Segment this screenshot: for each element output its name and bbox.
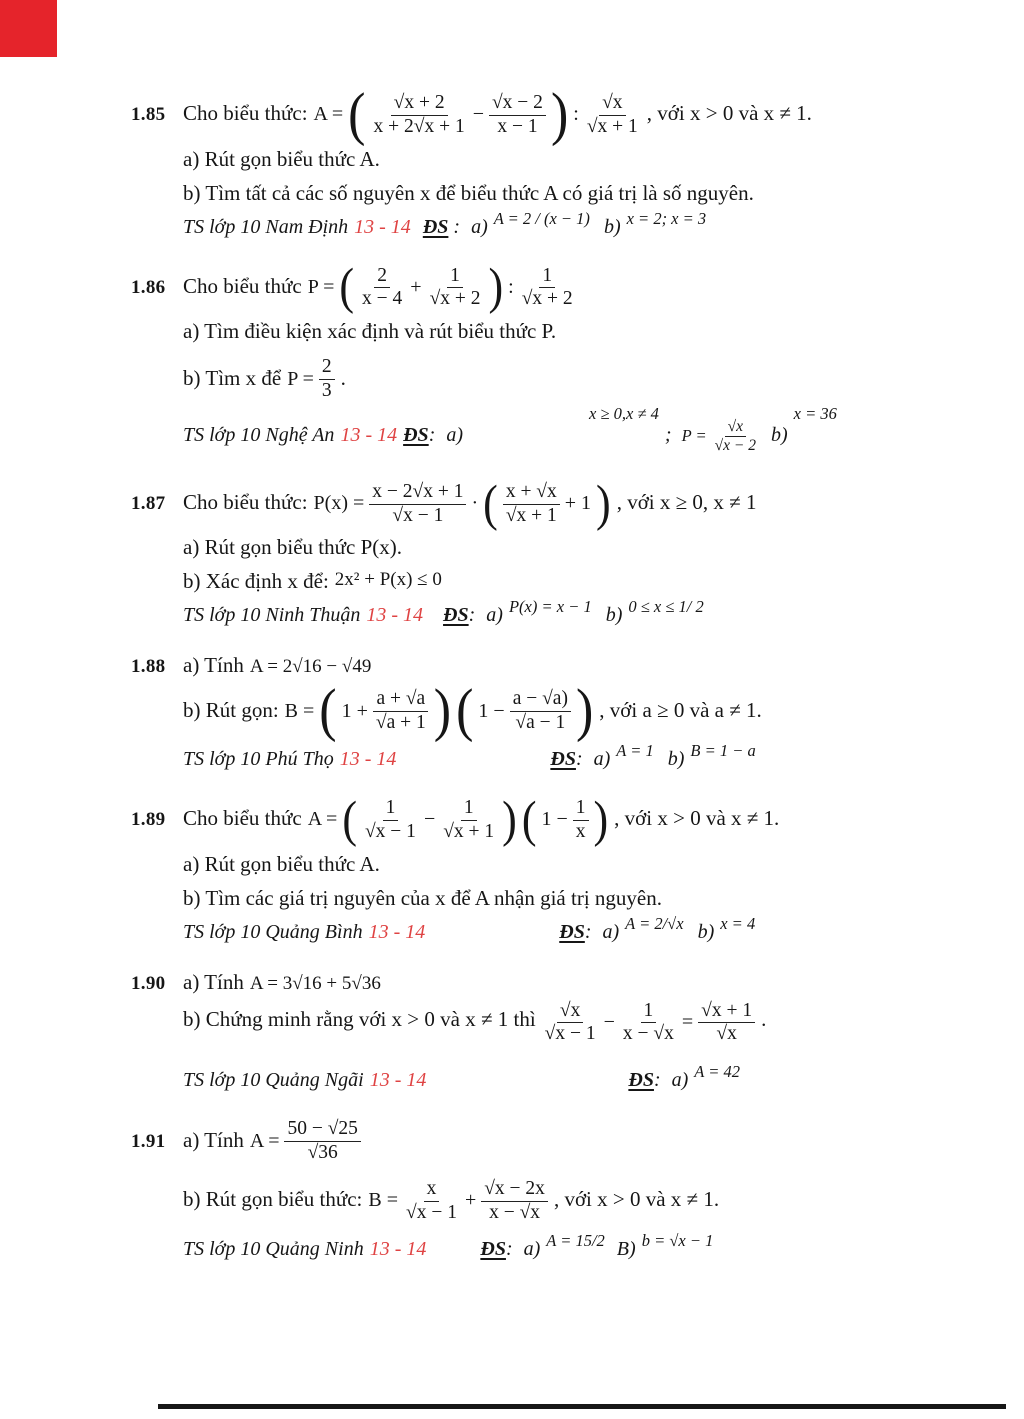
- part-a-text: a) Tính: [183, 653, 244, 678]
- intro-text: Cho biểu thức: [183, 806, 302, 831]
- answer-a-label: a): [671, 1069, 689, 1092]
- problem-number: 1.91: [131, 1130, 166, 1152]
- part-b-text: b) Rút gọn biểu thức:: [183, 1187, 363, 1212]
- problem-statement: [131, 258, 953, 316]
- answer-b: x = 2; x = 3: [626, 208, 707, 228]
- school-years: 13 - 14: [369, 1237, 427, 1260]
- fraction: $\frac{√x - 2}{x - 1}$: [489, 92, 546, 138]
- answer-a-label: a): [446, 424, 464, 447]
- source-line: [131, 404, 953, 455]
- fraction: 1 √x − 1: [364, 797, 416, 842]
- fraction: $\frac{1}{√x + 2}$: [429, 264, 481, 310]
- source-text: TS lớp 10 Nghệ An: [183, 424, 335, 447]
- fraction: 1 √x + 2: [521, 264, 573, 310]
- answer-b-label: b): [771, 424, 788, 447]
- fraction: $\frac{50 - √25}{√36}$: [284, 1118, 360, 1164]
- school-years: 13 - 14: [340, 424, 398, 447]
- answer-key-label: ĐS:: [550, 748, 588, 770]
- part-a: a) Rút gọn biểu thức A.: [183, 146, 380, 171]
- problem-1-85: [131, 81, 953, 239]
- period: .: [340, 365, 346, 390]
- school-years: 13 - 14: [354, 215, 411, 238]
- answer-a-label: a): [523, 1237, 541, 1260]
- fraction: $\frac{1}{x - √x}$: [622, 999, 674, 1045]
- semicolon: ;: [664, 424, 672, 447]
- page-divider: [158, 1404, 1006, 1409]
- part-b-text: b) Xác định x để:: [183, 569, 329, 594]
- condition-text: , với x > 0 và x ≠ 1.: [553, 1187, 720, 1212]
- fraction: √x √x + 1: [586, 92, 638, 137]
- part-b: [131, 677, 953, 744]
- problem-statement: [131, 474, 953, 532]
- answer-key-label: ĐS:: [480, 1237, 518, 1260]
- answer-a: A = 15/2: [546, 1230, 605, 1250]
- answer-b-label: B): [616, 1237, 636, 1260]
- inline-math: A = 2√16 − √49: [249, 656, 372, 678]
- inline-math: 2x² + P(x) ≤ 0: [334, 569, 442, 591]
- condition-text: , với x ≥ 0, x ≠ 1: [616, 490, 757, 515]
- answer-key-label: ĐS:: [403, 424, 441, 447]
- problem-1-91: [131, 1118, 953, 1260]
- problem-1-89: [131, 791, 953, 944]
- fraction: $\frac{√x + 1}{√x}$: [698, 1000, 755, 1046]
- intro-text: Cho biểu thức:: [183, 490, 308, 515]
- answer-b: B = 1 − a: [690, 741, 756, 760]
- answer-b: x = 36: [793, 404, 837, 424]
- school-years: 13 - 14: [366, 604, 424, 627]
- source-line: [131, 1230, 953, 1261]
- formula: A = $\frac{50 - √25}{√36}$: [250, 1118, 361, 1164]
- condition-text: , với x > 0 và x ≠ 1.: [614, 806, 780, 831]
- source-text: TS lớp 10 Nam Định: [183, 215, 349, 238]
- formula: B = $\frac{x}{√x - 1}$ + $\frac{√x - 2x}{x - √x}$: [368, 1178, 548, 1224]
- source-text: TS lớp 10 Quảng Ngãi: [183, 1069, 364, 1092]
- formula: A = ( 1 √x − 1 − $\frac{1}{√x + 1}$ ) ( 1 − $\frac{1}{x}$ ): [307, 791, 609, 848]
- part-a: a) Rút gọn biểu thức P(x).: [183, 535, 403, 560]
- answer-b-label: b): [603, 215, 621, 238]
- answer-b-label: b): [605, 604, 623, 627]
- answer-a: A = 2 / (x − 1): [493, 208, 590, 228]
- problem-1-88: [131, 653, 953, 771]
- fraction: √x + 2 x + 2√x + 1: [373, 92, 465, 137]
- answer-a: A = 2/√x: [625, 913, 684, 933]
- part-b: [131, 999, 953, 1056]
- fraction: $\frac{2}{3}$: [319, 356, 335, 402]
- part-a: a) Tìm điều kiện xác định và rút biểu thức P.: [183, 319, 557, 344]
- fraction: $\frac{√x}{√x - 2}$: [714, 417, 756, 455]
- answer-a-label: a): [486, 604, 503, 627]
- answer-a: P(x) = x − 1: [508, 597, 592, 617]
- part-b: [131, 1178, 953, 1224]
- problem-number: 1.89: [131, 809, 166, 831]
- part-a: [131, 653, 953, 678]
- answer-a-label: a): [593, 748, 611, 770]
- source-text: TS lớp 10 Ninh Thuận: [183, 604, 361, 627]
- answer-b: 0 ≤ x ≤ 1/ 2: [628, 597, 704, 617]
- part-b-text: b) Rút gọn:: [183, 697, 279, 722]
- answer-key-label: ĐS:: [559, 920, 597, 943]
- part-b-text: b) Tìm x để: [183, 365, 282, 390]
- fraction: 2 x − 4: [362, 264, 403, 310]
- answer-a: A = 42: [694, 1062, 740, 1082]
- fraction: $\frac{√x - 2x}{x - √x}$: [481, 1178, 548, 1224]
- source-line: [131, 597, 953, 627]
- fraction: $\frac{1}{√x + 1}$: [443, 797, 495, 842]
- problem-1-87: [131, 474, 953, 628]
- source-line: [131, 741, 953, 771]
- answer-key-label: ĐS :: [422, 215, 466, 238]
- source-text: TS lớp 10 Quảng Ninh: [183, 1237, 364, 1260]
- answer-a-formula: P = $\frac{√x}{√x - 2}$: [682, 418, 759, 455]
- source-line: [131, 913, 953, 944]
- answer-a-condition: x ≥ 0,x ≠ 4: [589, 404, 659, 424]
- problem-number: 1.86: [131, 276, 166, 298]
- condition-text: , với a ≥ 0 và a ≠ 1.: [599, 697, 762, 722]
- part-b: [131, 356, 953, 402]
- school-years: 13 - 14: [368, 920, 426, 943]
- fraction: x + √x √x + 1: [503, 481, 560, 527]
- problem-statement: [131, 81, 953, 148]
- intro-text: Cho biểu thức:: [183, 101, 308, 126]
- answer-a-label: a): [602, 920, 620, 943]
- problem-1-90: [131, 970, 953, 1093]
- answer-a-label: a): [471, 215, 488, 238]
- formula: P(x) = $\frac{x - 2√x + 1}{√x - 1}$ · ( x + √x √x + 1 + 1 ): [313, 474, 611, 532]
- answer-b: x = 4: [720, 913, 756, 933]
- problem-number: 1.90: [131, 972, 166, 994]
- source-line: [131, 1062, 953, 1092]
- school-years: 13 - 14: [369, 1069, 427, 1092]
- part-a: [131, 970, 953, 995]
- inline-math: A = 3√16 + 5√36: [249, 972, 381, 994]
- part-a: a) Rút gọn biểu thức A.: [183, 851, 380, 876]
- answer-a: A = 1: [616, 741, 654, 760]
- problem-number: 1.85: [131, 104, 166, 126]
- red-corner-marker: [0, 0, 57, 57]
- problem-statement: [131, 791, 953, 848]
- problem-1-86: [131, 258, 953, 455]
- part-b: b) Tìm các giá trị nguyên của x để A nhận giá trị nguyên.: [183, 885, 662, 910]
- part-a-text: a) Tính: [183, 1127, 244, 1152]
- formula: A = ( √x + 2 x + 2√x + 1 − $\frac{√x - 2}{x - 1}$ ) : √x √x + 1: [314, 92, 641, 138]
- part-b-text: b) Chứng minh rằng với x > 0 và x ≠ 1 thì: [183, 1006, 536, 1031]
- problem-number: 1.87: [131, 493, 166, 515]
- school-years: 13 - 14: [339, 748, 397, 770]
- source-line: [131, 208, 953, 239]
- intro-text: Cho biểu thức: [183, 273, 302, 298]
- formula: √x √x − 1 − $\frac{1}{x - √x}$ = $\frac{√x + 1}{√x}$: [542, 1000, 755, 1046]
- part-b: b) Tìm tất cả các số nguyên x để biểu thức A có giá trị là số nguyên.: [183, 180, 754, 205]
- worksheet-content: [131, 58, 953, 1261]
- answer-b-label: b): [697, 920, 715, 943]
- fraction: $\frac{x}{√x - 1}$: [406, 1177, 457, 1223]
- fraction: $\frac{x - 2√x + 1}{√x - 1}$: [369, 481, 466, 527]
- answer-b-label: b): [667, 748, 685, 770]
- fraction: $\frac{a + √a}{√a + 1}$: [373, 688, 429, 734]
- period: .: [761, 1006, 767, 1031]
- fraction: $\frac{a - √a)}{√a - 1}$: [510, 688, 571, 734]
- part-b: [131, 569, 953, 594]
- problem-number: 1.88: [131, 656, 166, 678]
- condition-text: , với x > 0 và x ≠ 1.: [646, 101, 812, 126]
- fraction: √x √x − 1: [544, 999, 596, 1045]
- source-text: TS lớp 10 Quảng Bình: [183, 920, 363, 943]
- formula: P = $\frac{2}{3}$: [287, 356, 334, 402]
- formula: P = ( 2 x − 4 + $\frac{1}{√x + 2}$ ) : 1 √x + 2: [308, 265, 576, 311]
- answer-key-label: ĐS:: [443, 604, 481, 627]
- answer-b: b = √x − 1: [641, 1230, 714, 1250]
- answer-key-label: ĐS:: [628, 1069, 666, 1092]
- formula: B = ( 1 + $\frac{a + √a}{√a + 1}$ ) ( 1 − $\frac{a - √a)}{√a - 1}$ ): [284, 677, 594, 744]
- source-text: TS lớp 10 Phú Thọ: [183, 748, 334, 770]
- part-a-text: a) Tính: [183, 969, 244, 994]
- part-a: [131, 1118, 953, 1164]
- fraction: $\frac{1}{x}$: [573, 797, 589, 843]
